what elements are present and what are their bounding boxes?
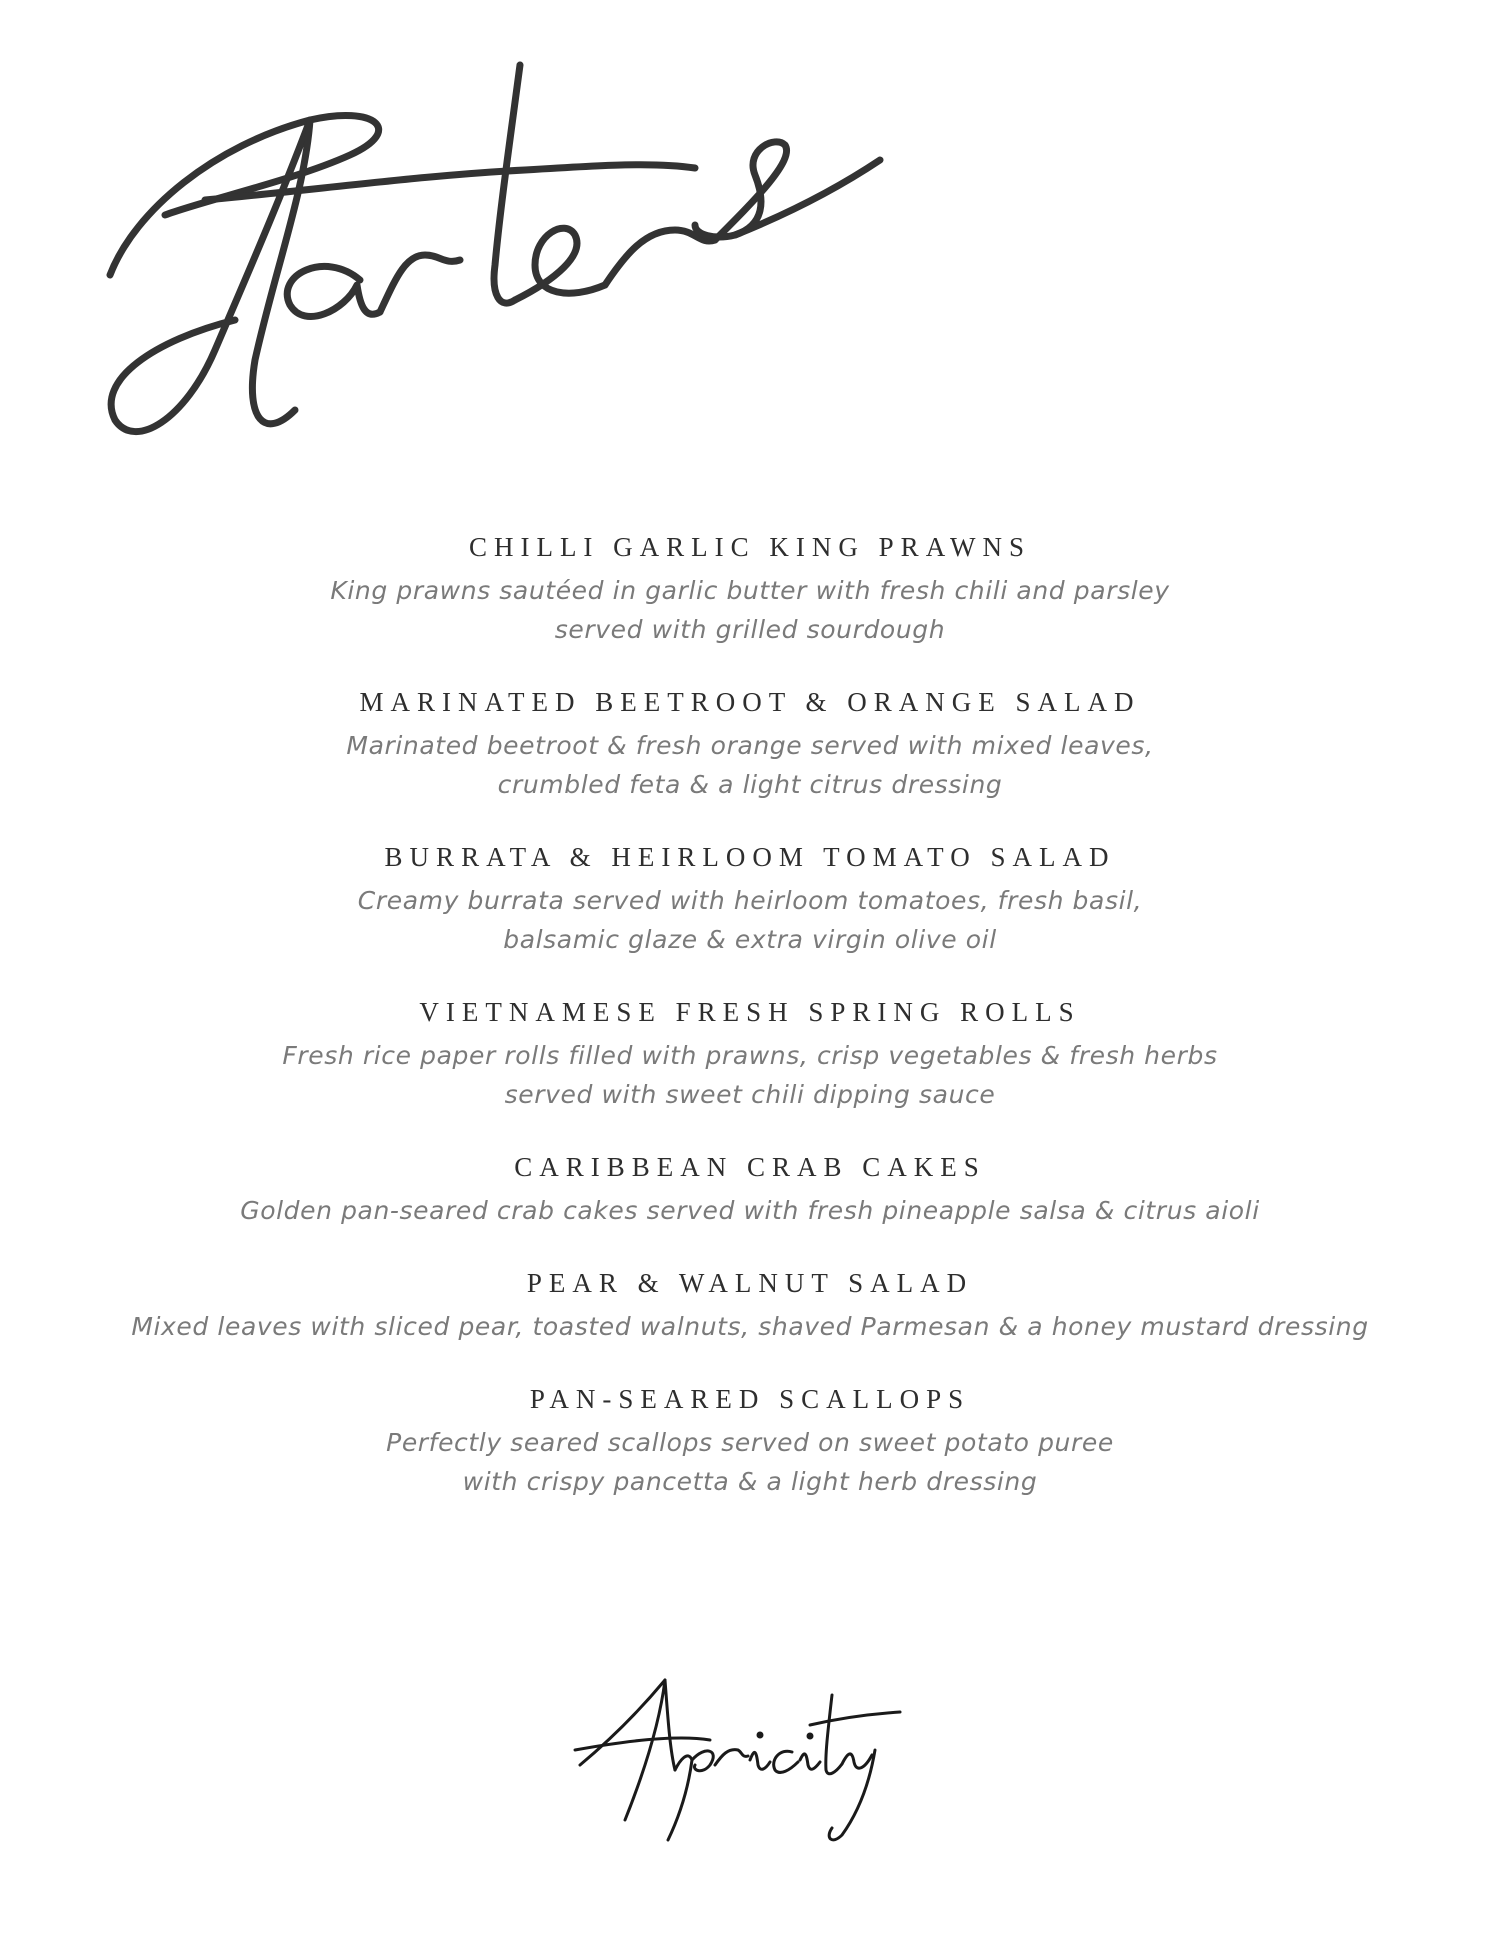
menu-item bbox=[0, 530, 1500, 649]
description-line: Mixed leaves with sliced pear, toasted walnuts, shaved Parmesan & a honey mustard dressing bbox=[131, 1312, 1369, 1341]
menu-item bbox=[0, 840, 1500, 959]
item-description bbox=[0, 1036, 1500, 1114]
item-description bbox=[0, 1191, 1500, 1230]
description-line: Creamy burrata served with heirloom tomatoes, fresh basil, bbox=[357, 886, 1143, 915]
description-line: Perfectly seared scallops served on sweet potato puree bbox=[386, 1428, 1114, 1457]
description-line: Golden pan-seared crab cakes served with fresh pineapple salsa & citrus aioli bbox=[240, 1196, 1260, 1225]
item-description bbox=[0, 571, 1500, 649]
menu-item bbox=[0, 685, 1500, 804]
item-name: PEAR & WALNUT SALAD bbox=[526, 1268, 974, 1298]
menu-item bbox=[0, 1382, 1500, 1501]
description-line: crumbled feta & a light citrus dressing bbox=[497, 770, 1003, 799]
signature-lettering bbox=[570, 1670, 910, 1850]
description-line: balsamic glaze & extra virgin olive oil bbox=[503, 925, 997, 954]
starters-script-lettering bbox=[95, 50, 975, 510]
description-line: Fresh rice paper rolls filled with prawns, crisp vegetables & fresh herbs bbox=[282, 1041, 1218, 1070]
starters-heading bbox=[95, 50, 975, 510]
menu-item bbox=[0, 1150, 1500, 1230]
apricity-signature-logo bbox=[570, 1670, 910, 1850]
menu-item bbox=[0, 995, 1500, 1114]
description-line: served with grilled sourdough bbox=[554, 615, 946, 644]
item-name: MARINATED BEETROOT & ORANGE SALAD bbox=[359, 687, 1141, 717]
menu-item bbox=[0, 1266, 1500, 1346]
item-name: BURRATA & HEIRLOOM TOMATO SALAD bbox=[384, 842, 1116, 872]
item-description bbox=[0, 1307, 1500, 1346]
item-name: CHILLI GARLIC KING PRAWNS bbox=[468, 532, 1032, 562]
item-name: CARIBBEAN CRAB CAKES bbox=[514, 1152, 986, 1182]
description-line: King prawns sautéed in garlic butter with fresh chili and parsley bbox=[330, 576, 1170, 605]
description-line: Marinated beetroot & fresh orange served with mixed leaves, bbox=[346, 731, 1154, 760]
item-description bbox=[0, 1423, 1500, 1501]
item-name: VIETNAMESE FRESH SPRING ROLLS bbox=[419, 997, 1081, 1027]
description-line: served with sweet chili dipping sauce bbox=[504, 1080, 996, 1109]
description-line: with crispy pancetta & a light herb dressing bbox=[462, 1467, 1038, 1496]
item-description bbox=[0, 881, 1500, 959]
item-description bbox=[0, 726, 1500, 804]
item-name: PAN-SEARED SCALLOPS bbox=[529, 1384, 971, 1414]
